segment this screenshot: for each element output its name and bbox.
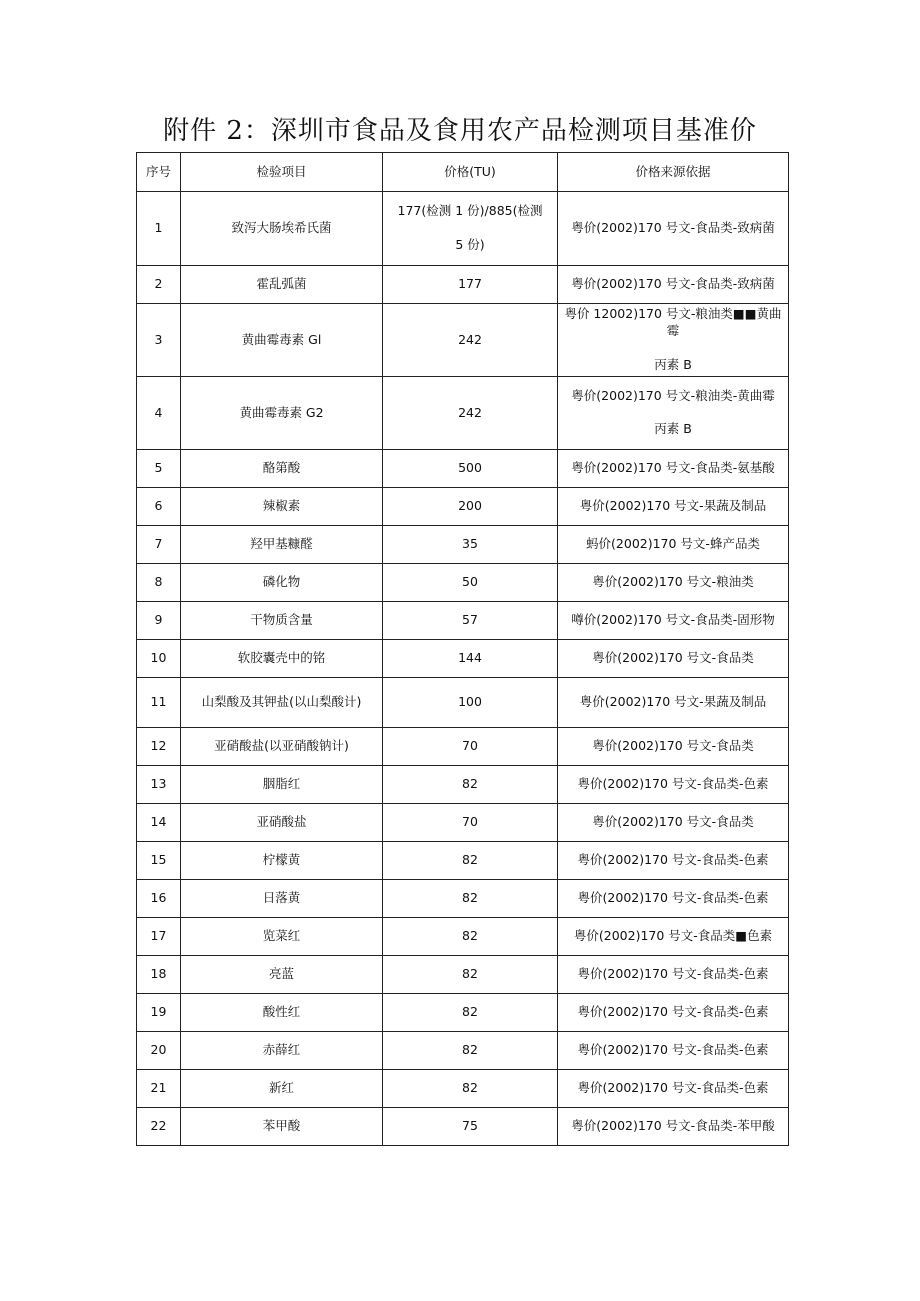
table-row — [137, 304, 789, 377]
cell-item: 软胶囊壳中的铭 — [181, 640, 383, 678]
cell-source: 粤价(2002)170 号文-粮油类-黄曲霉 丙素 B — [558, 377, 789, 450]
cell-no: 3 — [137, 304, 181, 377]
cell-price: 144 — [383, 640, 558, 678]
cell-no: 6 — [137, 488, 181, 526]
table-row — [137, 918, 789, 956]
cell-no: 13 — [137, 766, 181, 804]
cell-price: 82 — [383, 1032, 558, 1070]
cell-price: 70 — [383, 728, 558, 766]
cell-price: 82 — [383, 918, 558, 956]
cell-source: 粤价(2002)170 号文-食品类-色素 — [558, 842, 789, 880]
cell-source: 粤价(2002)170 号文-食品类-苯甲酸 — [558, 1108, 789, 1146]
cell-source: 粤价(2002)170 号文-食品类-色素 — [558, 1070, 789, 1108]
table-row — [137, 526, 789, 564]
cell-no: 9 — [137, 602, 181, 640]
table-row — [137, 842, 789, 880]
table-row — [137, 678, 789, 728]
cell-price: 75 — [383, 1108, 558, 1146]
cell-no: 8 — [137, 564, 181, 602]
cell-no: 4 — [137, 377, 181, 450]
cell-item: 酪第酸 — [181, 450, 383, 488]
cell-source: 粤价(2002)170 号文-食品类-色素 — [558, 766, 789, 804]
cell-price: 177 — [383, 266, 558, 304]
cell-source: 粤价(2002)170 号文-食品类 — [558, 728, 789, 766]
header-source: 价格来源依据 — [558, 153, 789, 192]
cell-item: 新红 — [181, 1070, 383, 1108]
cell-source: 噂价(2002)170 号文-食品类-固形物 — [558, 602, 789, 640]
table-row — [137, 766, 789, 804]
cell-no: 10 — [137, 640, 181, 678]
cell-item: 胭脂红 — [181, 766, 383, 804]
table-row — [137, 956, 789, 994]
table-header-row — [137, 153, 789, 192]
cell-price: 82 — [383, 842, 558, 880]
table-row — [137, 192, 789, 266]
table-row — [137, 488, 789, 526]
table-row — [137, 450, 789, 488]
table-row — [137, 602, 789, 640]
cell-item: 黄曲霉毒素 G2 — [181, 377, 383, 450]
cell-item: 辣椒素 — [181, 488, 383, 526]
cell-price: 82 — [383, 994, 558, 1032]
cell-item: 览菜红 — [181, 918, 383, 956]
cell-no: 18 — [137, 956, 181, 994]
cell-item: 山梨酸及其钾盐(以山梨酸计) — [181, 678, 383, 728]
cell-source: 粤价(2002)170 号文-粮油类 — [558, 564, 789, 602]
cell-source: 粤价(2002)170 号文-食品类-氨基酸 — [558, 450, 789, 488]
cell-item: 亚硝酸盐 — [181, 804, 383, 842]
cell-source: 粤价(2002)170 号文-食品类-色素 — [558, 1032, 789, 1070]
table-row — [137, 880, 789, 918]
cell-no: 15 — [137, 842, 181, 880]
cell-source: 粤价(2002)170 号文-食品类-致病菌 — [558, 266, 789, 304]
cell-item: 羟甲基糠醛 — [181, 526, 383, 564]
cell-item: 酸性红 — [181, 994, 383, 1032]
cell-source: 粤价(2002)170 号文-食品类-色素 — [558, 880, 789, 918]
table-row — [137, 728, 789, 766]
cell-no: 11 — [137, 678, 181, 728]
page-title: 附件 2：深圳市食品及食用农产品检测项目基准价 — [163, 116, 757, 146]
cell-item: 柠檬黄 — [181, 842, 383, 880]
cell-price: 50 — [383, 564, 558, 602]
header-item: 检验项目 — [181, 153, 383, 192]
cell-price: 35 — [383, 526, 558, 564]
table-row — [137, 1070, 789, 1108]
table-row — [137, 1108, 789, 1146]
cell-price: 82 — [383, 766, 558, 804]
cell-item: 干物质含量 — [181, 602, 383, 640]
cell-price: 242 — [383, 304, 558, 377]
table-row — [137, 804, 789, 842]
cell-no: 16 — [137, 880, 181, 918]
cell-source: 粤价(2002)170 号文-食品类-色素 — [558, 956, 789, 994]
cell-item: 赤薛红 — [181, 1032, 383, 1070]
cell-price: 70 — [383, 804, 558, 842]
cell-source: 粤价 12002)170 号文-粮油类■■黄曲霉 丙素 B — [558, 304, 789, 377]
cell-item: 亮蓝 — [181, 956, 383, 994]
cell-item: 黄曲霉毒素 Gl — [181, 304, 383, 377]
cell-price: 242 — [383, 377, 558, 450]
cell-no: 12 — [137, 728, 181, 766]
cell-no: 20 — [137, 1032, 181, 1070]
cell-source: 粤价(2002)170 号文-食品类 — [558, 804, 789, 842]
table-row — [137, 640, 789, 678]
cell-source: 粤价(2002)170 号文-食品类-致病菌 — [558, 192, 789, 266]
cell-price: 100 — [383, 678, 558, 728]
cell-price: 82 — [383, 956, 558, 994]
cell-no: 17 — [137, 918, 181, 956]
cell-no: 22 — [137, 1108, 181, 1146]
table-row — [137, 994, 789, 1032]
header-price: 价格(TU) — [383, 153, 558, 192]
cell-no: 14 — [137, 804, 181, 842]
cell-source: 粤价(2002)170 号文-食品类■色素 — [558, 918, 789, 956]
cell-price: 82 — [383, 880, 558, 918]
table-row — [137, 1032, 789, 1070]
table-row — [137, 564, 789, 602]
cell-item: 日落黄 — [181, 880, 383, 918]
cell-item: 致泻大肠埃希氏菌 — [181, 192, 383, 266]
cell-item: 苯甲酸 — [181, 1108, 383, 1146]
cell-no: 5 — [137, 450, 181, 488]
cell-item: 亚硝酸盐(以亚硝酸钠计) — [181, 728, 383, 766]
cell-source: 粤价(2002)170 号文-果蔬及制品 — [558, 488, 789, 526]
cell-price: 57 — [383, 602, 558, 640]
cell-price: 177(检测 1 份)/885(检测 5 份) — [383, 192, 558, 266]
header-no: 序号 — [137, 153, 181, 192]
table-row — [137, 377, 789, 450]
cell-no: 2 — [137, 266, 181, 304]
cell-no: 1 — [137, 192, 181, 266]
table-row — [137, 266, 789, 304]
cell-no: 19 — [137, 994, 181, 1032]
cell-price: 200 — [383, 488, 558, 526]
price-table — [136, 152, 789, 1146]
cell-source: 蚂价(2002)170 号文-蜂产品类 — [558, 526, 789, 564]
cell-no: 21 — [137, 1070, 181, 1108]
cell-price: 82 — [383, 1070, 558, 1108]
cell-source: 粤价(2002)170 号文-果蔬及制品 — [558, 678, 789, 728]
cell-item: 磷化物 — [181, 564, 383, 602]
cell-item: 霍乱弧菌 — [181, 266, 383, 304]
cell-no: 7 — [137, 526, 181, 564]
cell-source: 粤价(2002)170 号文-食品类 — [558, 640, 789, 678]
cell-source: 粤价(2002)170 号文-食品类-色素 — [558, 994, 789, 1032]
cell-price: 500 — [383, 450, 558, 488]
